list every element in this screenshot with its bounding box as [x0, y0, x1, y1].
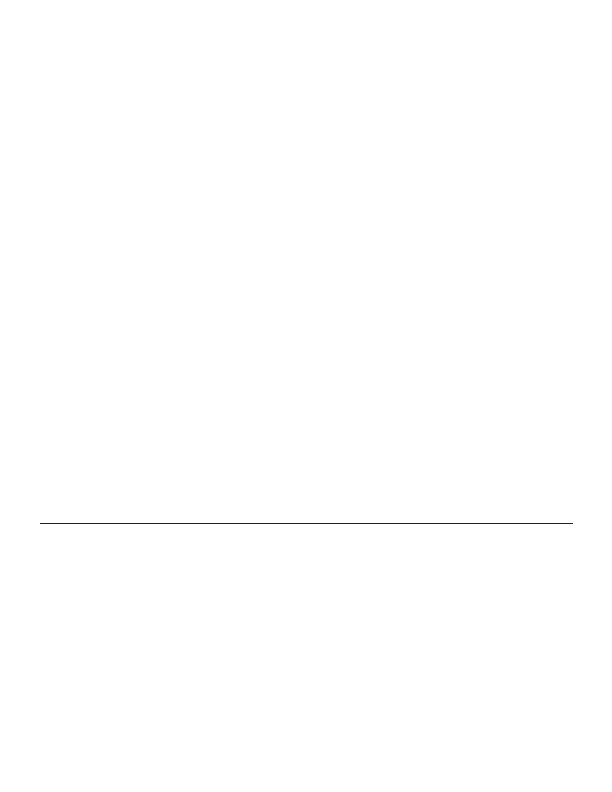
bottom-divider	[40, 523, 573, 524]
